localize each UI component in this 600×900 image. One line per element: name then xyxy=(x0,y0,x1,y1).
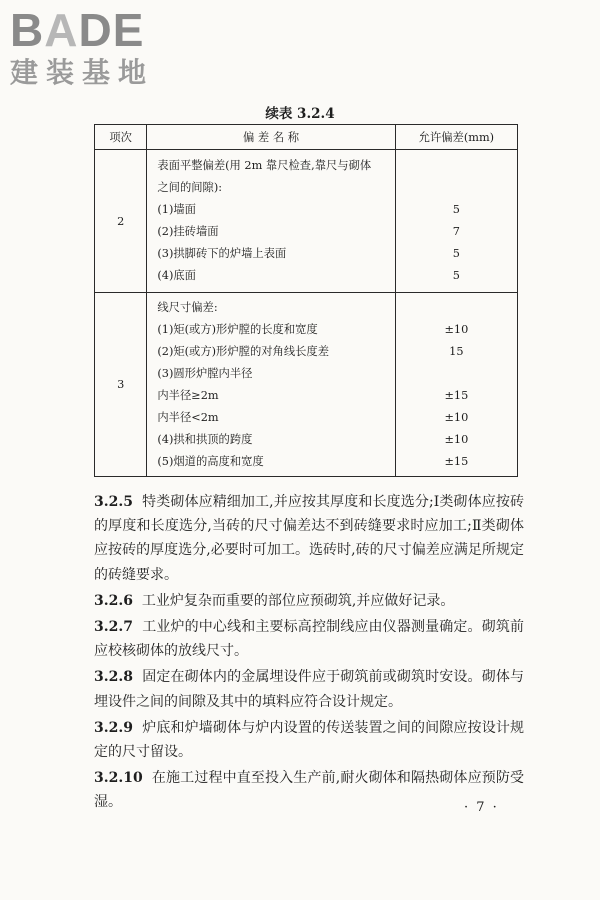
clause-number: 3.2.9 xyxy=(94,719,133,736)
clause-text: 工业炉复杂而重要的部位应预砌筑,并应做好记录。 xyxy=(141,592,455,609)
row-line: (3)圆形炉膛内半径 xyxy=(157,366,253,380)
row-line: (2)矩(或方)形炉膛的对角线长度差 xyxy=(157,344,330,358)
row-value xyxy=(396,177,517,199)
row-line: 内半径<2m xyxy=(157,410,219,424)
logo-letter: B xyxy=(10,4,45,56)
logo-chinese: 建装基地 xyxy=(10,56,155,89)
row-value xyxy=(396,155,517,177)
table-row xyxy=(95,150,518,293)
clause-number: 3.2.5 xyxy=(94,494,133,510)
row-value: 15 xyxy=(449,344,464,358)
header-allowed-deviation: 允许偏差(mm) xyxy=(395,125,517,150)
row-value xyxy=(396,297,517,319)
clause-text: 炉底和炉墙砌体与炉内设置的传送装置之间的间隙应按设计规定的尺寸留设。 xyxy=(94,719,525,761)
row-line: (4)底面 xyxy=(157,269,196,282)
row-value xyxy=(396,363,517,385)
page-number: · 7 · xyxy=(464,800,499,815)
clause-text: 在施工过程中直至投入生产前,耐火砌体和隔热砌体应预防受湿。 xyxy=(94,770,524,811)
logo-latin xyxy=(10,6,154,54)
table-caption: 续表 3.2.4 xyxy=(265,106,335,122)
deviation-table xyxy=(94,124,518,477)
row-line: (3)拱脚砖下的炉墙上表面 xyxy=(157,247,287,260)
clause-text: 工业炉的中心线和主要标高控制线应由仪器测量确定。砌筑前应校核砌体的放线尺寸。 xyxy=(94,619,525,660)
logo xyxy=(10,6,154,90)
header-deviation-name: 偏 差 名 称 xyxy=(147,125,395,150)
clause xyxy=(94,716,524,764)
clause-number: 3.2.6 xyxy=(94,592,133,609)
body-text xyxy=(94,490,524,817)
row-value: 5 xyxy=(452,269,460,282)
row-line: 内半径≥2m xyxy=(157,388,219,402)
row-value: ±10 xyxy=(444,322,469,336)
clause xyxy=(94,665,524,713)
clause xyxy=(94,766,524,814)
row-value: ±10 xyxy=(444,432,469,446)
clause-number: 3.2.8 xyxy=(94,669,133,686)
logo-letter: D xyxy=(78,4,113,56)
row-value: ±15 xyxy=(444,388,469,402)
row-line: 表面平整偏差(用 2m 靠尺检查,靠尺与砌体 xyxy=(157,159,372,172)
row-line: (2)挂砖墙面 xyxy=(157,225,219,238)
clause xyxy=(94,490,524,587)
row-line: (5)烟道的高度和宽度 xyxy=(157,454,264,468)
clause xyxy=(94,615,524,663)
row-line: (1)矩(或方)形炉膛的长度和宽度 xyxy=(157,322,318,336)
row-line: (4)拱和拱顶的跨度 xyxy=(157,432,253,446)
row-number: 2 xyxy=(95,150,147,293)
row-value: 7 xyxy=(452,225,460,238)
row-line: (1)墙面 xyxy=(157,203,196,216)
clause-text: 固定在砌体内的金属埋设件应于砌筑前或砌筑时安设。砌体与埋设件之间的间隙及其中的填料应符合设计规定。 xyxy=(94,669,525,710)
row-line: 之间的间隙): xyxy=(157,181,223,194)
table-header-row xyxy=(95,125,518,150)
row-value: 5 xyxy=(452,203,460,216)
header-item-no: 项次 xyxy=(95,125,147,150)
logo-letter: A xyxy=(44,4,79,56)
clause-text: 特类砌体应精细加工,并应按其厚度和长度选分;Ⅰ类砌体应按砖的厚度和长度选分,当砖的尺寸偏差达不到砖缝要求时应加工;Ⅱ类砌体应按砖的厚度选分,必要时可加工。选砖时,砖的尺寸偏差应满足所规定的砖缝要求。 xyxy=(94,494,524,583)
row-values xyxy=(395,293,517,477)
logo-letter: E xyxy=(112,4,145,56)
row-names xyxy=(147,150,395,293)
clause-number: 3.2.10 xyxy=(94,770,143,787)
clause-number: 3.2.7 xyxy=(94,619,133,636)
row-names xyxy=(147,293,395,477)
table-row xyxy=(95,293,518,477)
row-line: 线尺寸偏差: xyxy=(157,300,218,314)
row-number: 3 xyxy=(95,293,147,477)
row-value: ±15 xyxy=(444,454,469,468)
row-value: 5 xyxy=(452,247,460,260)
row-values xyxy=(395,150,517,293)
clause xyxy=(94,589,524,613)
row-value: ±10 xyxy=(444,410,469,424)
